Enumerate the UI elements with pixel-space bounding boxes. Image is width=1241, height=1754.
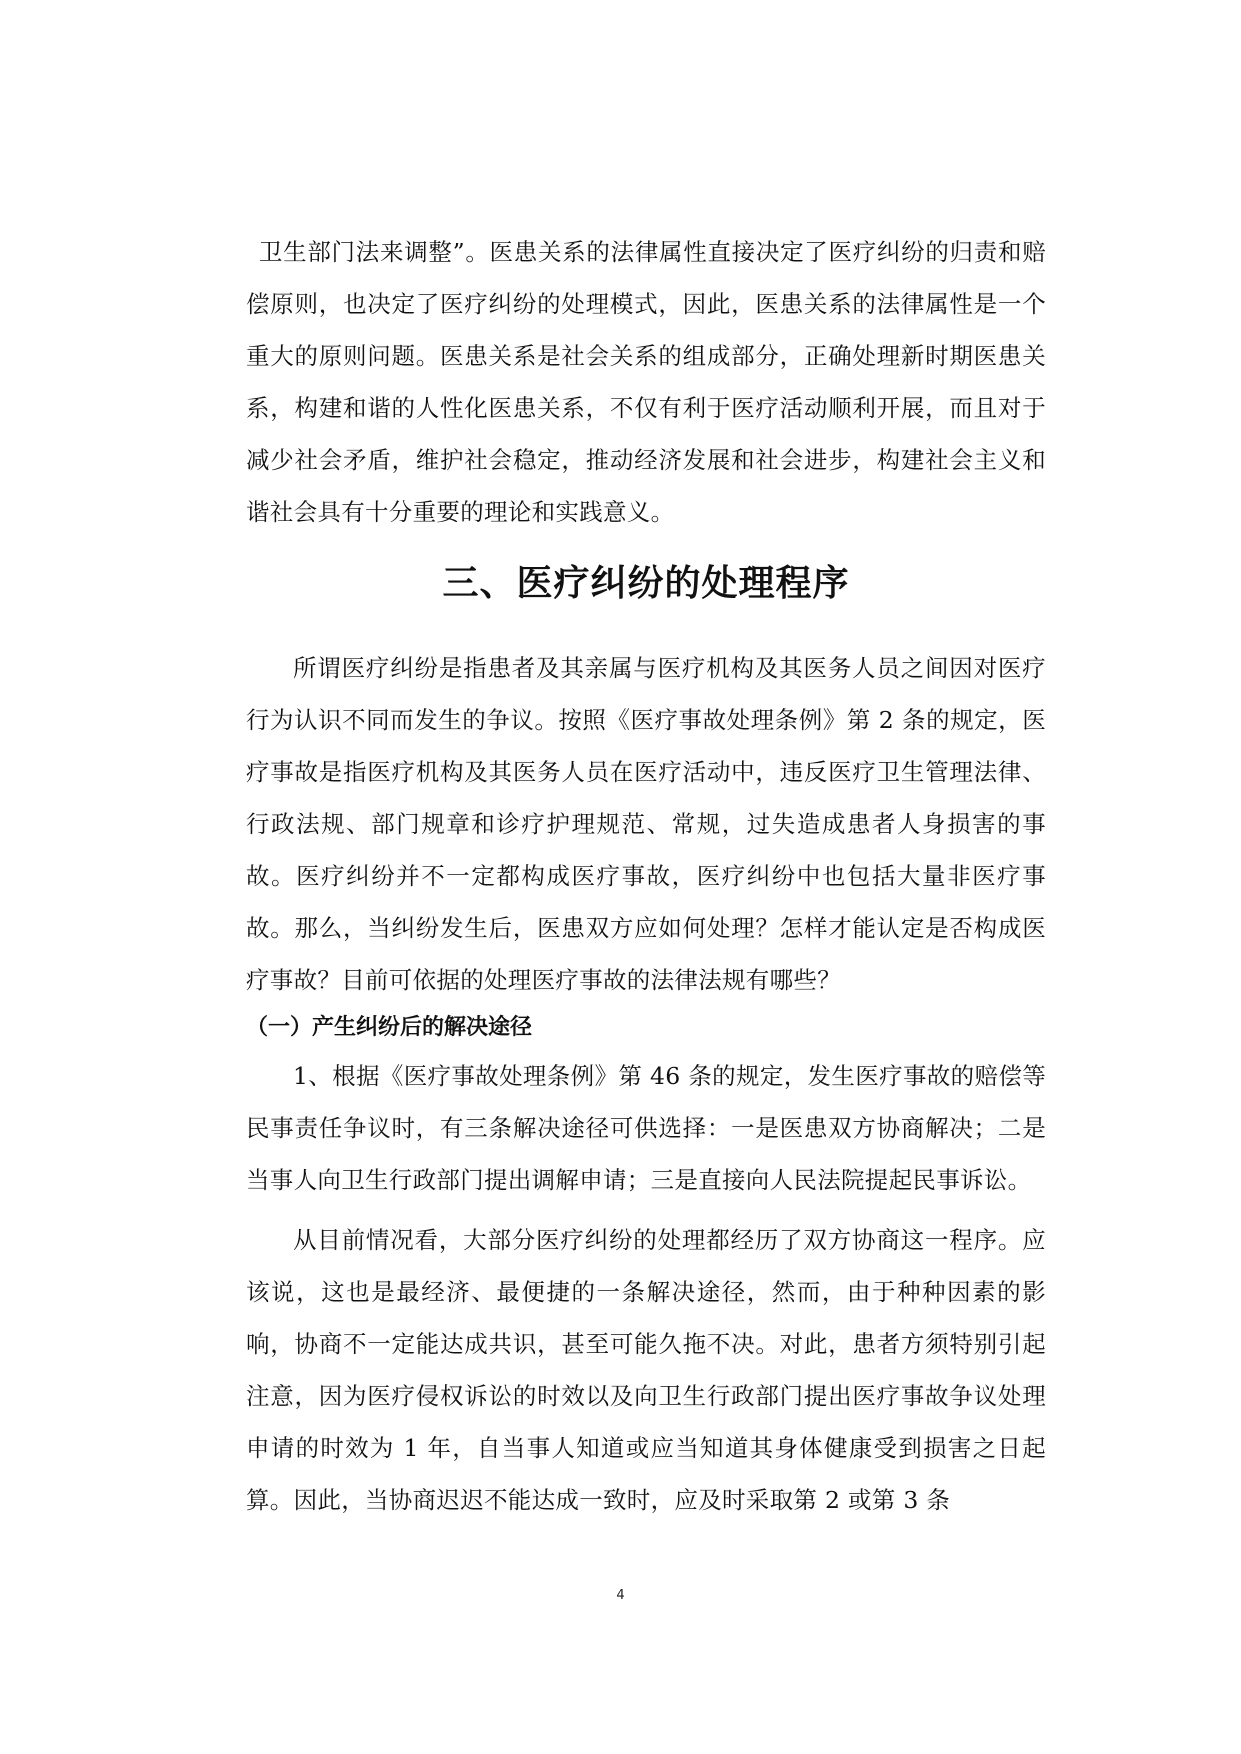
subsection-paragraph-1: 1、根据《医疗事故处理条例》第 46 条的规定，发生医疗事故的赔偿等民事责任争议时，有三条解决途径可供选择：一是医患双方协商解决；二是当事人向卫生行政部门提出调解申请；三是直接向人民法院提起民事诉讼。 xyxy=(246,1062,1046,1194)
continued-paragraph: 卫生部门法来调整”。医患关系的法律属性直接决定了医疗纠纷的归责和赔偿原则，也决定了医疗纠纷的处理模式，因此，医患关系的法律属性是一个重大的原则问题。医患关系是社会关系的组成部分，正确处理新时期医患关系，构建和谐的人性化医患关系，不仅有利于医疗活动顺利开展，而且对于减少社会矛盾，维护社会稳定，推动经济发展和社会进步，构建社会主义和谐社会具有十分重要的理论和实践意义。 xyxy=(246,238,1046,526)
section-title: 三、医疗纠纷的处理程序 xyxy=(442,563,850,604)
page-content xyxy=(246,226,1046,1526)
section-intro-paragraph: 所谓医疗纠纷是指患者及其亲属与医疗机构及其医务人员之间因对医疗行为认识不同而发生的争议。按照《医疗事故处理条例》第 2 条的规定，医疗事故是指医疗机构及其医务人员在医疗活动中，违反医疗卫生管理法律、行政法规、部门规章和诊疗护理规范、常规，过失造成患者人身损害的事故。医疗纠纷并不一定都构成医疗事故，医疗纠纷中也包括大量非医疗事故。那么，当纠纷发生后，医患双方应如何处理？怎样才能认定是否构成医疗事故？目前可依据的处理医疗事故的法律法规有哪些？ xyxy=(246,654,1046,994)
page-number: 4 xyxy=(616,1588,625,1603)
subsection-heading: （一）产生纠纷后的解决途径 xyxy=(246,1015,533,1040)
paragraph-gap xyxy=(246,1206,1046,1214)
subsection-paragraph-2: 从目前情况看，大部分医疗纠纷的处理都经历了双方协商这一程序。应该说，这也是最经济、最便捷的一条解决途径，然而，由于种种因素的影响，协商不一定能达成共识，甚至可能久拖不决。对此，患者方须特别引起注意，因为医疗侵权诉讼的时效以及向卫生行政部门提出医疗事故争议处理申请的时效为 1 年，自当事人知道或应当知道其身体健康受到损害之日起算。因此，当协商迟迟不能达成一致时，应及时采取第 2 或第 3 条 xyxy=(246,1226,1046,1514)
